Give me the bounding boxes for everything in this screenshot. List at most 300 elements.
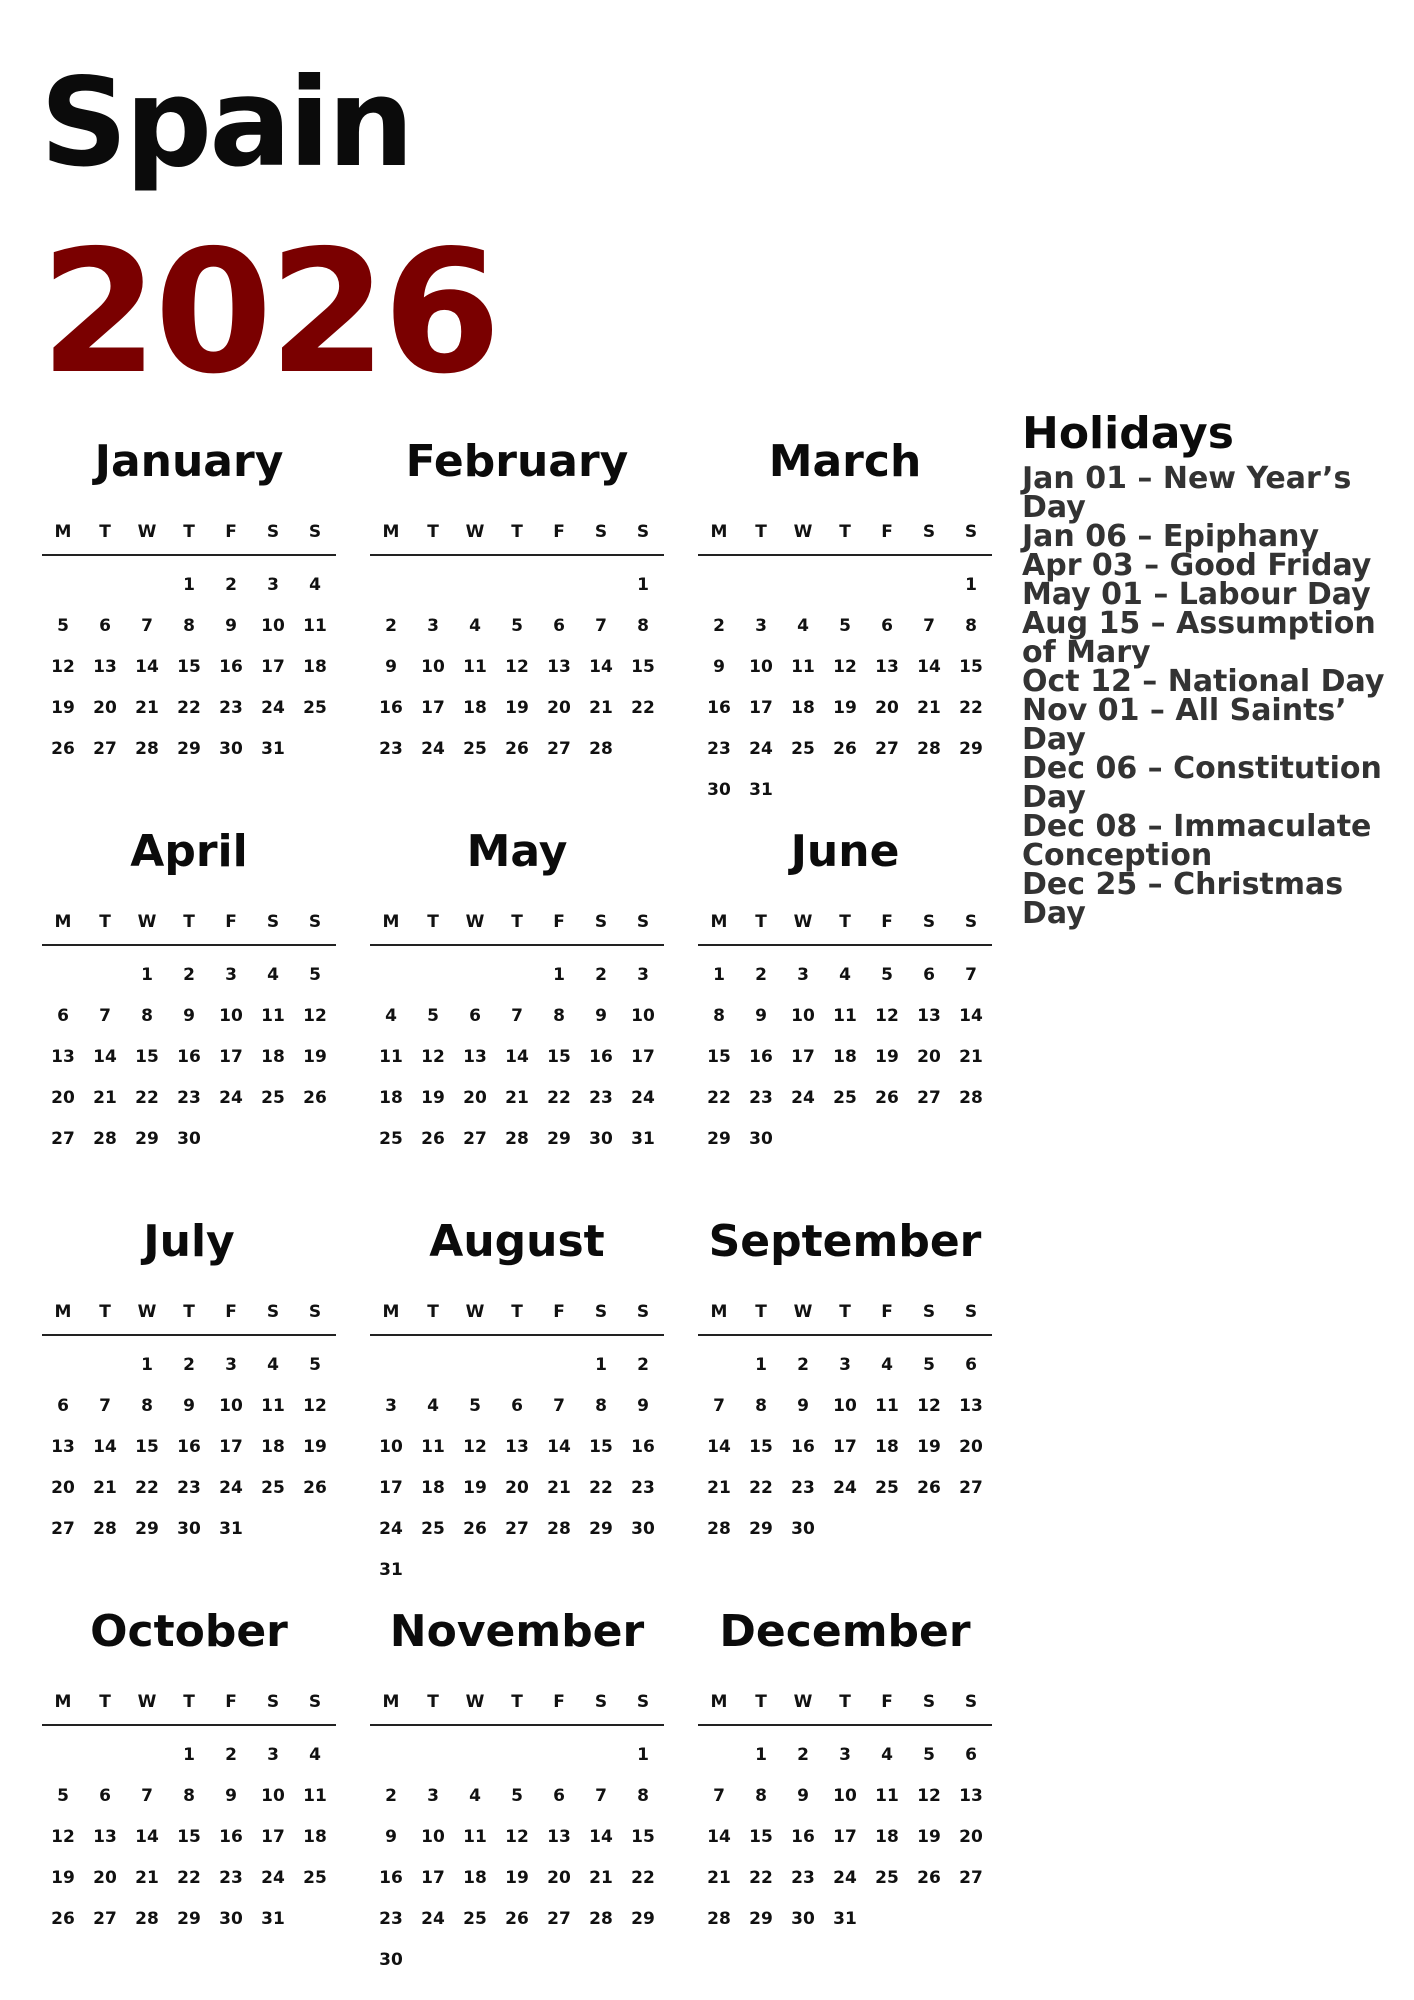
day-cell: 9 (183, 1006, 195, 1026)
day-cell: 31 (749, 780, 773, 800)
day-cell: 15 (749, 1437, 773, 1457)
day-cell: 8 (183, 616, 195, 636)
day-cell: 22 (707, 1088, 731, 1108)
day-cell: 22 (631, 1868, 655, 1888)
day-cell: 9 (637, 1396, 649, 1416)
day-cell: 6 (965, 1745, 977, 1765)
day-cell: 15 (135, 1047, 159, 1067)
day-cell: 11 (833, 1006, 857, 1026)
day-cell: 1 (183, 1745, 195, 1765)
day-cell: 3 (755, 616, 767, 636)
day-cell: 18 (875, 1827, 899, 1847)
day-cell: 12 (917, 1396, 941, 1416)
day-cell: 10 (421, 1827, 445, 1847)
weekday-label: M (382, 1302, 400, 1322)
day-cell: 25 (261, 1088, 285, 1108)
day-cell: 13 (959, 1396, 983, 1416)
day-cell: 5 (309, 965, 321, 985)
weekday-header (698, 1302, 992, 1336)
day-cell: 9 (713, 657, 725, 677)
weekday-header (370, 1302, 664, 1336)
day-cell: 10 (749, 657, 773, 677)
weekday-label: S (266, 1302, 280, 1322)
day-cell: 13 (547, 657, 571, 677)
day-cell: 17 (631, 1047, 655, 1067)
day-cell: 18 (303, 1827, 327, 1847)
day-cell: 20 (917, 1047, 941, 1067)
day-cell: 12 (505, 657, 529, 677)
day-cell: 25 (791, 739, 815, 759)
day-grid (370, 565, 664, 770)
day-cell: 28 (917, 739, 941, 759)
weekday-label: S (964, 522, 978, 542)
day-cell: 26 (303, 1088, 327, 1108)
month-july (42, 1216, 336, 1610)
day-cell: 26 (875, 1088, 899, 1108)
day-cell: 23 (631, 1478, 655, 1498)
day-cell: 16 (177, 1047, 201, 1067)
day-cell: 6 (923, 965, 935, 985)
weekday-label: W (465, 1302, 485, 1322)
empty-day-cell (412, 565, 454, 606)
weekday-label: W (793, 1692, 813, 1712)
day-cell: 23 (791, 1868, 815, 1888)
empty-day-cell (454, 955, 496, 996)
empty-day-cell (84, 1345, 126, 1386)
day-cell: 24 (791, 1088, 815, 1108)
empty-day-cell (370, 565, 412, 606)
day-cell: 12 (303, 1396, 327, 1416)
day-cell: 7 (595, 616, 607, 636)
day-cell: 28 (959, 1088, 983, 1108)
day-cell: 10 (833, 1396, 857, 1416)
day-cell: 14 (135, 657, 159, 677)
day-cell: 2 (637, 1355, 649, 1375)
day-cell: 28 (135, 739, 159, 759)
weekday-label: S (636, 1302, 650, 1322)
day-cell: 9 (385, 657, 397, 677)
month-name: July (143, 1216, 235, 1267)
month-name: April (130, 826, 248, 877)
day-cell: 5 (839, 616, 851, 636)
day-cell: 6 (965, 1355, 977, 1375)
day-cell: 8 (965, 616, 977, 636)
weekday-label: T (427, 1692, 439, 1712)
day-cell: 25 (421, 1519, 445, 1539)
day-cell: 1 (755, 1745, 767, 1765)
holiday-item: Jan 01 – New Year’s Day (1022, 461, 1352, 525)
weekday-label: W (137, 1302, 157, 1322)
weekday-label: T (839, 1302, 851, 1322)
empty-day-cell (454, 1735, 496, 1776)
day-cell: 24 (833, 1478, 857, 1498)
month-name: October (90, 1606, 288, 1657)
day-cell: 11 (303, 616, 327, 636)
day-cell: 26 (51, 1909, 75, 1929)
day-cell: 16 (749, 1047, 773, 1067)
day-cell: 21 (135, 698, 159, 718)
weekday-label: M (54, 1692, 72, 1712)
day-cell: 1 (755, 1355, 767, 1375)
day-cell: 29 (631, 1909, 655, 1929)
weekday-header (42, 522, 336, 556)
day-cell: 30 (177, 1129, 201, 1149)
day-cell: 14 (547, 1437, 571, 1457)
weekday-label: W (137, 522, 157, 542)
day-cell: 19 (463, 1478, 487, 1498)
day-cell: 28 (505, 1129, 529, 1149)
day-cell: 28 (93, 1519, 117, 1539)
day-cell: 28 (93, 1129, 117, 1149)
day-grid (42, 955, 336, 1160)
day-cell: 21 (959, 1047, 983, 1067)
weekday-label: S (922, 1692, 936, 1712)
day-cell: 6 (881, 616, 893, 636)
weekday-header (370, 522, 664, 556)
weekday-label: W (465, 912, 485, 932)
day-cell: 30 (631, 1519, 655, 1539)
weekday-label: T (183, 522, 195, 542)
day-cell: 18 (791, 698, 815, 718)
day-grid (698, 1345, 992, 1550)
empty-day-cell (496, 1345, 538, 1386)
day-cell: 15 (589, 1437, 613, 1457)
day-cell: 17 (749, 698, 773, 718)
day-cell: 2 (595, 965, 607, 985)
weekday-label: W (465, 1692, 485, 1712)
day-cell: 28 (707, 1909, 731, 1929)
weekday-label: S (964, 1692, 978, 1712)
day-cell: 25 (303, 698, 327, 718)
month-name: May (466, 826, 568, 877)
day-cell: 1 (141, 965, 153, 985)
day-cell: 4 (385, 1006, 397, 1026)
empty-day-cell (84, 955, 126, 996)
day-cell: 3 (385, 1396, 397, 1416)
day-cell: 3 (797, 965, 809, 985)
day-cell: 18 (303, 657, 327, 677)
day-cell: 26 (51, 739, 75, 759)
day-cell: 16 (707, 698, 731, 718)
day-cell: 10 (219, 1396, 243, 1416)
day-cell: 16 (379, 698, 403, 718)
weekday-label: S (266, 1692, 280, 1712)
day-cell: 3 (839, 1355, 851, 1375)
day-cell: 13 (959, 1786, 983, 1806)
day-cell: 21 (505, 1088, 529, 1108)
day-cell: 24 (219, 1478, 243, 1498)
day-cell: 8 (553, 1006, 565, 1026)
day-cell: 14 (917, 657, 941, 677)
day-cell: 3 (225, 1355, 237, 1375)
empty-day-cell (866, 565, 908, 606)
day-cell: 16 (177, 1437, 201, 1457)
day-cell: 4 (267, 1355, 279, 1375)
day-grid (42, 1345, 336, 1550)
day-cell: 3 (267, 1745, 279, 1765)
day-cell: 22 (749, 1868, 773, 1888)
month-may (370, 826, 664, 1220)
weekday-label: S (964, 1302, 978, 1322)
day-cell: 20 (463, 1088, 487, 1108)
empty-day-cell (42, 565, 84, 606)
weekday-label: F (881, 1692, 893, 1712)
weekday-label: T (183, 1302, 195, 1322)
day-cell: 28 (707, 1519, 731, 1539)
weekday-label: M (382, 912, 400, 932)
day-cell: 1 (637, 575, 649, 595)
weekday-label: S (308, 912, 322, 932)
day-cell: 22 (959, 698, 983, 718)
day-cell: 15 (177, 657, 201, 677)
calendar-title: Spain (40, 52, 412, 194)
weekday-label: T (755, 912, 767, 932)
holidays-title: Holidays (1022, 408, 1234, 459)
day-cell: 15 (631, 657, 655, 677)
day-cell: 30 (379, 1950, 403, 1970)
day-cell: 4 (267, 965, 279, 985)
day-cell: 12 (303, 1006, 327, 1026)
weekday-label: W (793, 522, 813, 542)
weekday-label: T (839, 522, 851, 542)
holiday-list (1022, 461, 1402, 931)
day-cell: 12 (505, 1827, 529, 1847)
day-cell: 1 (141, 1355, 153, 1375)
empty-day-cell (412, 1345, 454, 1386)
weekday-label: T (99, 522, 111, 542)
weekday-label: T (511, 912, 523, 932)
day-cell: 13 (93, 657, 117, 677)
day-cell: 30 (791, 1519, 815, 1539)
day-cell: 11 (421, 1437, 445, 1457)
holiday-item: Apr 03 – Good Friday (1022, 548, 1372, 583)
day-cell: 13 (917, 1006, 941, 1026)
day-cell: 28 (589, 1909, 613, 1929)
day-cell: 1 (183, 575, 195, 595)
day-cell: 13 (875, 657, 899, 677)
day-cell: 29 (749, 1909, 773, 1929)
day-cell: 4 (469, 1786, 481, 1806)
weekday-label: F (553, 912, 565, 932)
day-cell: 18 (833, 1047, 857, 1067)
weekday-label: M (54, 522, 72, 542)
day-cell: 11 (463, 1827, 487, 1847)
day-cell: 13 (463, 1047, 487, 1067)
day-cell: 17 (219, 1047, 243, 1067)
day-cell: 9 (183, 1396, 195, 1416)
day-cell: 4 (309, 1745, 321, 1765)
day-cell: 30 (219, 739, 243, 759)
day-cell: 8 (141, 1006, 153, 1026)
day-cell: 25 (261, 1478, 285, 1498)
weekday-label: S (308, 522, 322, 542)
day-cell: 31 (219, 1519, 243, 1539)
day-cell: 5 (511, 616, 523, 636)
day-cell: 31 (833, 1909, 857, 1929)
day-cell: 3 (427, 1786, 439, 1806)
day-cell: 10 (219, 1006, 243, 1026)
day-cell: 17 (791, 1047, 815, 1067)
day-cell: 21 (135, 1868, 159, 1888)
day-cell: 14 (505, 1047, 529, 1067)
day-cell: 3 (427, 616, 439, 636)
day-cell: 16 (219, 657, 243, 677)
month-november (370, 1606, 664, 2000)
day-cell: 19 (833, 698, 857, 718)
weekday-label: S (308, 1302, 322, 1322)
day-cell: 25 (303, 1868, 327, 1888)
month-december (698, 1606, 992, 2000)
empty-day-cell (698, 565, 740, 606)
day-cell: 13 (93, 1827, 117, 1847)
day-cell: 26 (463, 1519, 487, 1539)
weekday-label: S (594, 912, 608, 932)
day-cell: 10 (261, 1786, 285, 1806)
day-cell: 4 (469, 616, 481, 636)
day-cell: 5 (309, 1355, 321, 1375)
day-cell: 2 (225, 575, 237, 595)
day-cell: 23 (379, 1909, 403, 1929)
month-name: January (94, 436, 284, 487)
day-cell: 11 (875, 1786, 899, 1806)
day-cell: 17 (833, 1437, 857, 1457)
day-cell: 5 (57, 616, 69, 636)
day-cell: 21 (547, 1478, 571, 1498)
month-name: August (429, 1216, 605, 1267)
day-cell: 10 (791, 1006, 815, 1026)
day-cell: 30 (589, 1129, 613, 1149)
day-cell: 9 (755, 1006, 767, 1026)
day-cell: 15 (749, 1827, 773, 1847)
empty-day-cell (698, 1345, 740, 1386)
day-cell: 18 (379, 1088, 403, 1108)
day-cell: 26 (917, 1478, 941, 1498)
empty-day-cell (454, 565, 496, 606)
day-cell: 17 (261, 657, 285, 677)
day-cell: 27 (463, 1129, 487, 1149)
day-cell: 31 (631, 1129, 655, 1149)
day-cell: 30 (749, 1129, 773, 1149)
weekday-label: S (594, 1692, 608, 1712)
day-cell: 9 (595, 1006, 607, 1026)
day-cell: 22 (177, 1868, 201, 1888)
day-cell: 18 (875, 1437, 899, 1457)
empty-day-cell (370, 1345, 412, 1386)
weekday-label: W (793, 1302, 813, 1322)
day-cell: 10 (379, 1437, 403, 1457)
day-cell: 1 (637, 1745, 649, 1765)
day-cell: 2 (797, 1355, 809, 1375)
day-cell: 30 (707, 780, 731, 800)
day-cell: 27 (547, 739, 571, 759)
day-cell: 26 (917, 1868, 941, 1888)
day-cell: 23 (749, 1088, 773, 1108)
holiday-item: Oct 12 – National Day (1022, 664, 1385, 699)
day-cell: 6 (57, 1006, 69, 1026)
day-cell: 19 (917, 1437, 941, 1457)
weekday-label: F (225, 1302, 237, 1322)
day-cell: 4 (797, 616, 809, 636)
empty-day-cell (580, 565, 622, 606)
day-cell: 22 (135, 1088, 159, 1108)
holiday-item: Jan 06 – Epiphany (1022, 519, 1320, 554)
day-cell: 19 (917, 1827, 941, 1847)
empty-day-cell (126, 1735, 168, 1776)
day-cell: 31 (261, 1909, 285, 1929)
empty-day-cell (496, 565, 538, 606)
day-cell: 5 (469, 1396, 481, 1416)
day-cell: 27 (51, 1129, 75, 1149)
day-cell: 19 (875, 1047, 899, 1067)
day-cell: 25 (833, 1088, 857, 1108)
day-cell: 10 (833, 1786, 857, 1806)
day-cell: 15 (707, 1047, 731, 1067)
day-cell: 9 (797, 1396, 809, 1416)
day-cell: 4 (839, 965, 851, 985)
day-cell: 21 (707, 1478, 731, 1498)
empty-day-cell (370, 1735, 412, 1776)
day-cell: 7 (713, 1396, 725, 1416)
day-cell: 11 (791, 657, 815, 677)
day-cell: 24 (219, 1088, 243, 1108)
day-cell: 29 (589, 1519, 613, 1539)
day-cell: 27 (547, 1909, 571, 1929)
day-cell: 17 (219, 1437, 243, 1457)
day-cell: 27 (93, 1909, 117, 1929)
empty-day-cell (84, 1735, 126, 1776)
day-cell: 7 (595, 1786, 607, 1806)
day-grid (42, 565, 336, 770)
day-grid (42, 1735, 336, 1940)
day-cell: 2 (385, 1786, 397, 1806)
day-cell: 11 (463, 657, 487, 677)
weekday-label: T (839, 912, 851, 932)
weekday-label: T (511, 1302, 523, 1322)
day-grid (698, 565, 992, 811)
day-cell: 1 (553, 965, 565, 985)
day-cell: 17 (261, 1827, 285, 1847)
day-cell: 22 (589, 1478, 613, 1498)
day-grid (370, 1735, 664, 1981)
day-cell: 18 (261, 1047, 285, 1067)
weekday-label: F (225, 1692, 237, 1712)
day-cell: 10 (261, 616, 285, 636)
weekday-label: M (710, 1692, 728, 1712)
day-cell: 7 (141, 616, 153, 636)
empty-day-cell (496, 955, 538, 996)
day-cell: 2 (225, 1745, 237, 1765)
day-cell: 1 (713, 965, 725, 985)
day-cell: 8 (713, 1006, 725, 1026)
day-cell: 25 (463, 1909, 487, 1929)
month-september (698, 1216, 992, 1610)
day-cell: 16 (791, 1827, 815, 1847)
weekday-label: W (137, 1692, 157, 1712)
day-cell: 21 (93, 1478, 117, 1498)
holiday-item: Dec 06 – Constitution Day (1022, 751, 1382, 815)
day-cell: 2 (385, 616, 397, 636)
month-august (370, 1216, 664, 1610)
weekday-label: F (553, 522, 565, 542)
day-cell: 14 (93, 1437, 117, 1457)
weekday-label: T (99, 1692, 111, 1712)
day-cell: 22 (177, 698, 201, 718)
empty-day-cell (538, 1735, 580, 1776)
holiday-item: Dec 25 – Christmas Day (1022, 867, 1344, 931)
weekday-label: T (99, 912, 111, 932)
month-name: February (405, 436, 629, 487)
weekday-label: T (839, 1692, 851, 1712)
